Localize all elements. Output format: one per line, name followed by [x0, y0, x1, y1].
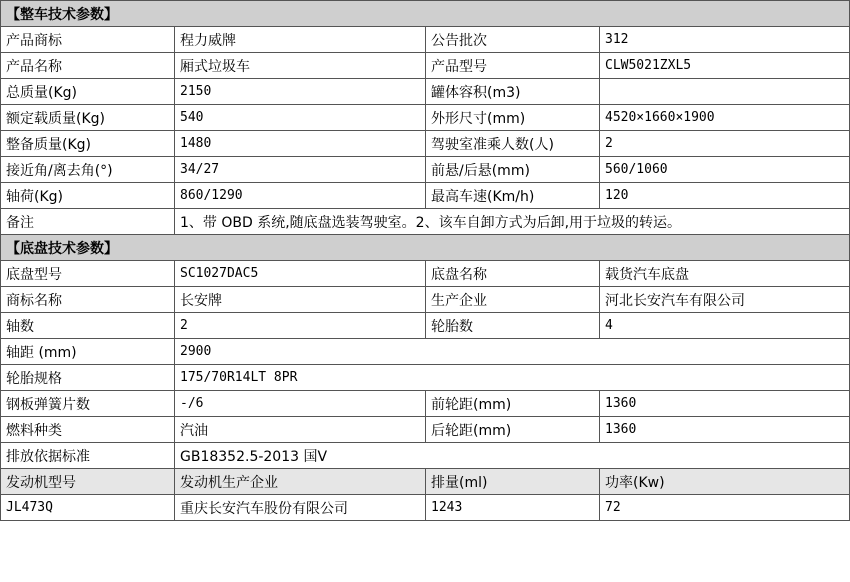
engine-header-row: [1, 469, 850, 495]
table-row: [1, 105, 850, 131]
table-row: [1, 417, 850, 443]
param-label: 轴荷(Kg): [1, 183, 175, 209]
param-value: [600, 79, 850, 105]
engine-power: 72: [600, 495, 850, 521]
param-label: 轴距 (mm): [1, 339, 175, 365]
table-row: [1, 287, 850, 313]
param-value: -/6: [175, 391, 426, 417]
param-label: 产品商标: [1, 27, 175, 53]
param-label: 外形尺寸(mm): [426, 105, 600, 131]
table-row: [1, 261, 850, 287]
param-value: 厢式垃圾车: [175, 53, 426, 79]
table-row: [1, 443, 850, 469]
param-value: 1480: [175, 131, 426, 157]
engine-maker: 重庆长安汽车股份有限公司: [175, 495, 426, 521]
param-value: 1360: [600, 391, 850, 417]
param-label: 额定载质量(Kg): [1, 105, 175, 131]
param-value: 程力威牌: [175, 27, 426, 53]
param-label: 驾驶室准乘人数(人): [426, 131, 600, 157]
param-value: 120: [600, 183, 850, 209]
param-label: 前轮距(mm): [426, 391, 600, 417]
param-label: 总质量(Kg): [1, 79, 175, 105]
param-label: 整备质量(Kg): [1, 131, 175, 157]
param-label: 底盘型号: [1, 261, 175, 287]
param-value: 河北长安汽车有限公司: [600, 287, 850, 313]
table-row: [1, 27, 850, 53]
table-row: [1, 157, 850, 183]
table-row: [1, 339, 850, 365]
table-row: [1, 79, 850, 105]
param-value: 34/27: [175, 157, 426, 183]
param-label: 后轮距(mm): [426, 417, 600, 443]
section-title: 【底盘技术参数】: [1, 235, 850, 261]
param-value: 4: [600, 313, 850, 339]
table-row: [1, 183, 850, 209]
remarks-value: 1、带 OBD 系统,随底盘选装驾驶室。2、该车自卸方式为后卸,用于垃圾的转运。: [175, 209, 850, 235]
param-value: 1360: [600, 417, 850, 443]
param-value: 860/1290: [175, 183, 426, 209]
param-label: 产品型号: [426, 53, 600, 79]
param-value: CLW5021ZXL5: [600, 53, 850, 79]
param-label: 生产企业: [426, 287, 600, 313]
param-value: GB18352.5-2013 国V: [175, 443, 850, 469]
param-value: 2: [600, 131, 850, 157]
table-row: [1, 313, 850, 339]
param-label: 底盘名称: [426, 261, 600, 287]
column-header: 发动机型号: [1, 469, 175, 495]
param-label: 燃料种类: [1, 417, 175, 443]
section-header-chassis: [1, 235, 850, 261]
param-value: 312: [600, 27, 850, 53]
param-label: 轮胎规格: [1, 365, 175, 391]
param-label: 公告批次: [426, 27, 600, 53]
remarks-label: 备注: [1, 209, 175, 235]
param-label: 前悬/后悬(mm): [426, 157, 600, 183]
engine-model: JL473Q: [1, 495, 175, 521]
param-label: 罐体容积(m3): [426, 79, 600, 105]
section-title: 【整车技术参数】: [1, 1, 850, 27]
param-value: 长安牌: [175, 287, 426, 313]
column-header: 发动机生产企业: [175, 469, 426, 495]
param-value: 560/1060: [600, 157, 850, 183]
param-value: SC1027DAC5: [175, 261, 426, 287]
param-label: 钢板弹簧片数: [1, 391, 175, 417]
param-value: 2900: [175, 339, 850, 365]
param-label: 最高车速(Km/h): [426, 183, 600, 209]
remarks-row: [1, 209, 850, 235]
param-label: 轮胎数: [426, 313, 600, 339]
param-value: 2150: [175, 79, 426, 105]
param-value: 2: [175, 313, 426, 339]
table-row: [1, 131, 850, 157]
param-value: 汽油: [175, 417, 426, 443]
param-label: 商标名称: [1, 287, 175, 313]
engine-row: [1, 495, 850, 521]
param-label: 产品名称: [1, 53, 175, 79]
param-label: 接近角/离去角(°): [1, 157, 175, 183]
column-header: 排量(ml): [426, 469, 600, 495]
column-header: 功率(Kw): [600, 469, 850, 495]
param-label: 轴数: [1, 313, 175, 339]
engine-displacement: 1243: [426, 495, 600, 521]
param-value: 540: [175, 105, 426, 131]
param-label: 排放依据标准: [1, 443, 175, 469]
param-value: 4520×1660×1900: [600, 105, 850, 131]
table-row: [1, 53, 850, 79]
table-row: [1, 391, 850, 417]
param-value: 175/70R14LT 8PR: [175, 365, 850, 391]
section-header-vehicle: [1, 1, 850, 27]
table-row: [1, 365, 850, 391]
param-value: 载货汽车底盘: [600, 261, 850, 287]
